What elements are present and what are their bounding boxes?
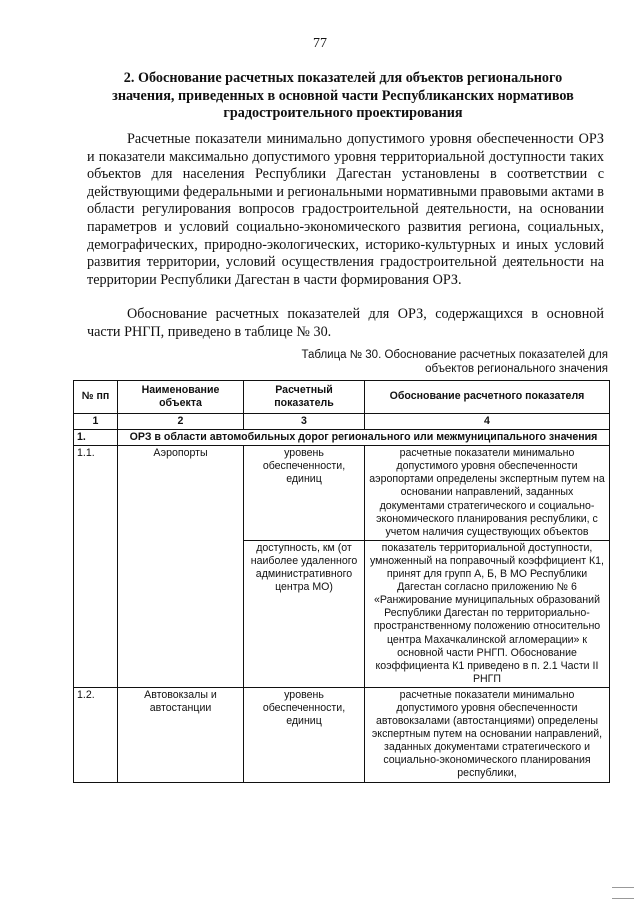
col-number: 4 bbox=[365, 414, 610, 430]
table-caption: Таблица № 30. Обоснование расчетных показателей для объектов регионального значения bbox=[301, 349, 608, 375]
scan-edge-mark bbox=[612, 887, 634, 899]
indicator: уровень обеспеченности, единиц bbox=[244, 687, 365, 782]
paragraph-2: Обоснование расчетных показателей для ОРЗ, содержащихся в основной части РНГП, приведено в таблице № 30. bbox=[87, 306, 604, 340]
row-number: 1.1. bbox=[74, 446, 118, 688]
indicator: доступность, км (от наиболее удаленного административного центра МО) bbox=[244, 540, 365, 687]
header-justification: Обоснование расчетного показателя bbox=[365, 381, 610, 414]
justification: расчетные показатели минимально допустимого уровня обеспеченности аэропортами определены экспертным путем на основании направлений, заданных документами стратегического и социально-экономического планирования республики, с учетом наличия существующих объектов bbox=[365, 446, 610, 541]
table-header-row bbox=[74, 381, 610, 414]
col-number: 1 bbox=[74, 414, 118, 430]
indicator: уровень обеспеченности, единиц bbox=[244, 446, 365, 541]
table-row bbox=[74, 446, 610, 541]
header-indicator: Расчетный показатель bbox=[244, 381, 365, 414]
page-number: 77 bbox=[313, 36, 327, 51]
section-number: 1. bbox=[74, 430, 118, 446]
col-number: 2 bbox=[118, 414, 244, 430]
col-number: 3 bbox=[244, 414, 365, 430]
justification: расчетные показатели минимально допустимого уровня обеспеченности автовокзалами (автостанциями) определены экспертным путем на основании направлений, заданных документами стратегического и социально-экономического планирования республики, bbox=[365, 687, 610, 782]
justification-table bbox=[73, 380, 610, 783]
justification: показатель территориальной доступности, умноженный на поправочный коэффициент К1, принят для групп А, Б, В МО Республики Дагестан согласно приложению № 6 «Ранжирование муниципальных образований Республики Дагестан по территориально-пространственному положению относительно центра Махачкалинской агломерации» к основной части РНГП. Обоснование коэффициента К1 приведено в п. 2.1 Части II РНГП bbox=[365, 540, 610, 687]
table-row bbox=[74, 687, 610, 782]
section-row bbox=[74, 430, 610, 446]
section-heading: 2. Обоснование расчетных показателей для объектов регионального значения, приведенных в основной части Республиканских нормативов градостроительного проектирования bbox=[112, 70, 574, 121]
paragraph-1: Расчетные показатели минимально допустимого уровня обеспеченности ОРЗ и показатели максимально допустимого уровня территориальной доступности таких объектов для населения Республики Дагестан установлены в соответствии с действующими федеральными и региональными нормативными правовыми актами в области регулирования вопросов градостроительной деятельности, на основании параметров и условий социально-экономического развития региона, социальных, демографических, природно-экологических, историко-культурных и иных условий развития территории, условий осуществления градостроительной деятельности на территории Республики Дагестан в части формирования ОРЗ. bbox=[87, 131, 604, 288]
object-name: Автовокзалы и автостанции bbox=[118, 687, 244, 782]
header-object-name: Наименование объекта bbox=[118, 381, 244, 414]
column-number-row bbox=[74, 414, 610, 430]
header-num: № пп bbox=[74, 381, 118, 414]
section-title: ОРЗ в области автомобильных дорог регионального или межмуниципального значения bbox=[118, 430, 610, 446]
object-name: Аэропорты bbox=[118, 446, 244, 688]
row-number: 1.2. bbox=[74, 687, 118, 782]
